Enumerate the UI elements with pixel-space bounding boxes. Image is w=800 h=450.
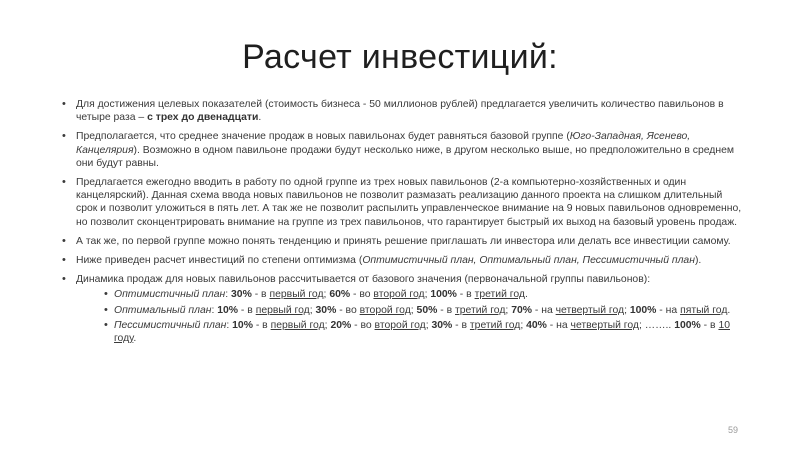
- plan-optimal-sep1: ;: [309, 304, 316, 316]
- plan-optimal-sep3: ;: [505, 304, 512, 316]
- plan-optimistic-sep2: ;: [424, 289, 431, 301]
- plan-pessimistic-end: .: [133, 333, 137, 345]
- plan-pessimistic-sep1: ;: [324, 319, 331, 331]
- plan-optimal-v2: 30%: [315, 304, 337, 316]
- bullet-optimism-text-b: ).: [694, 255, 702, 267]
- plan-optimistic-y3: третий год: [474, 289, 525, 301]
- plan-optimistic-colon: :: [225, 289, 232, 301]
- bullet-optimism-plans: Оптимистичный план, Оптимальный план, Пессимистичный план: [362, 255, 695, 267]
- bullet-sales-text-a: Предполагается, что среднее значение продаж в новых павильонах будет равняться базовой группе (: [76, 131, 570, 143]
- bullet-sales-assumption: [62, 130, 742, 170]
- plan-pessimistic-sep3: ;: [520, 319, 527, 331]
- bullet-first-group: • А так же, по первой группе можно понять тенденцию и принять решение приглашать ли инвестора или делать все инвестиции самому.: [62, 235, 742, 248]
- plan-optimistic-s1: - в: [251, 289, 270, 301]
- plan-optimal: [104, 304, 742, 317]
- plan-optimal-s2: - во: [336, 304, 360, 316]
- bullet-sales-locations: Юго-Западная, Ясенево, Канцелярия: [76, 131, 691, 156]
- plan-pessimistic-sep4: ; ……..: [638, 319, 675, 331]
- plan-pessimistic-y4: четвертый год: [570, 319, 639, 331]
- plan-optimal-v4: 70%: [511, 304, 532, 316]
- plan-optimistic-y2: второй год: [373, 289, 425, 301]
- plan-pessimistic-s1: - в: [252, 319, 271, 331]
- plan-optimal-colon: :: [211, 304, 218, 316]
- bullet-goal-emphasis: с трех до двенадцати: [147, 112, 259, 124]
- plan-pessimistic-name: Пессимистичный план: [114, 319, 227, 331]
- plan-optimal-s4: - на: [531, 304, 556, 316]
- plan-optimistic-v1: 30%: [231, 289, 252, 301]
- plan-pessimistic-y1: первый год: [270, 319, 325, 331]
- plan-pessimistic-s5: - в: [700, 319, 719, 331]
- plan-pessimistic-s2: - во: [351, 319, 375, 331]
- plan-optimal-s3: - в: [437, 304, 455, 316]
- plan-pessimistic: [104, 319, 742, 345]
- plan-optimal-v1: 10%: [217, 304, 239, 316]
- plan-list: [76, 288, 742, 345]
- plan-optimistic-v3: 100%: [430, 289, 457, 301]
- plan-pessimistic-v5: 100%: [674, 319, 701, 331]
- bullet-list: [62, 98, 742, 345]
- bullet-sales-text-b: ). Возможно в одном павильоне продажи будут несколько ниже, в другом несколько выше, но предположительно в среднем они будут равны.: [76, 144, 735, 169]
- plan-pessimistic-y5: 10 году: [114, 319, 730, 345]
- plan-pessimistic-v3: 30%: [431, 319, 453, 331]
- bullet-dynamics: [62, 273, 742, 345]
- plan-optimistic-s2: - во: [350, 289, 374, 301]
- bullet-goal-end: .: [258, 112, 262, 124]
- plan-pessimistic-y3: третий год: [469, 319, 521, 331]
- bullet-goal: [62, 98, 742, 124]
- plan-pessimistic-sep2: ;: [425, 319, 432, 331]
- plan-optimistic-v2: 60%: [329, 289, 351, 301]
- plan-optimal-s1: - в: [238, 304, 256, 316]
- plan-optimal-y1: первый год: [255, 304, 310, 316]
- plan-optimal-y3: третий год: [455, 304, 506, 316]
- plan-optimal-y2: второй год: [359, 304, 411, 316]
- plan-optimistic-s3: - в: [456, 289, 475, 301]
- plan-optimal-y4: четвертый год: [555, 304, 625, 316]
- plan-optimal-sep2: ;: [410, 304, 417, 316]
- plan-optimistic-name: Оптимистичный план: [114, 289, 226, 301]
- slide-body: [62, 98, 742, 351]
- slide-title: Расчет инвестиций:: [242, 38, 558, 76]
- plan-optimal-sep4: ;: [624, 304, 630, 316]
- plan-optimal-name: Оптимальный план: [114, 304, 212, 316]
- plan-optimal-end: .: [727, 304, 731, 316]
- plan-pessimistic-y2: второй год: [374, 319, 426, 331]
- bullet-optimism-text-a: Ниже приведен расчет инвестиций по степени оптимизма (: [76, 255, 363, 267]
- plan-optimistic: [104, 288, 742, 301]
- plan-optimistic-sep1: ;: [323, 289, 330, 301]
- plan-pessimistic-s4: - на: [546, 319, 571, 331]
- bullet-dynamics-text: Динамика продаж для новых павильонов рассчитывается от базового значения (первоначальной группы павильонов):: [76, 274, 651, 286]
- plan-optimal-y5: пятый год: [680, 304, 728, 316]
- plan-optimistic-y1: первый год: [269, 289, 324, 301]
- plan-pessimistic-s3: - в: [452, 319, 470, 331]
- plan-optimistic-end: .: [524, 289, 528, 301]
- plan-pessimistic-v2: 20%: [330, 319, 352, 331]
- plan-optimal-v5: 100%: [629, 304, 657, 316]
- bullet-goal-text: Для достижения целевых показателей (стоимость бизнеса - 50 миллионов рублей) предлагается увеличить количество павильонов в четыре раза –: [76, 99, 724, 124]
- plan-pessimistic-v1: 10%: [232, 319, 253, 331]
- plan-optimal-v3: 50%: [416, 304, 438, 316]
- page-number: 59: [727, 425, 738, 435]
- plan-pessimistic-colon: :: [226, 319, 233, 331]
- plan-pessimistic-v4: 40%: [526, 319, 547, 331]
- bullet-rollout: • Предлагается ежегодно вводить в работу по одной группе из трех новых павильонов (2-а компьютерно-хозяйственных и один канцелярский). Данная схема ввода новых павильонов не позволит размазать реализацию данного проекта на слишком длительный срок и позволит уложиться в пять лет. А так же не позволит распылить управленческое внимание на 9 новых павильонов одновременно, но позволит сконцентрировать внимание на группе из трех павильонов, что гарантирует быстрый их выход на базовый уровень продаж.: [62, 176, 742, 229]
- bullet-optimism: [62, 254, 742, 267]
- plan-optimal-s5: - на: [656, 304, 681, 316]
